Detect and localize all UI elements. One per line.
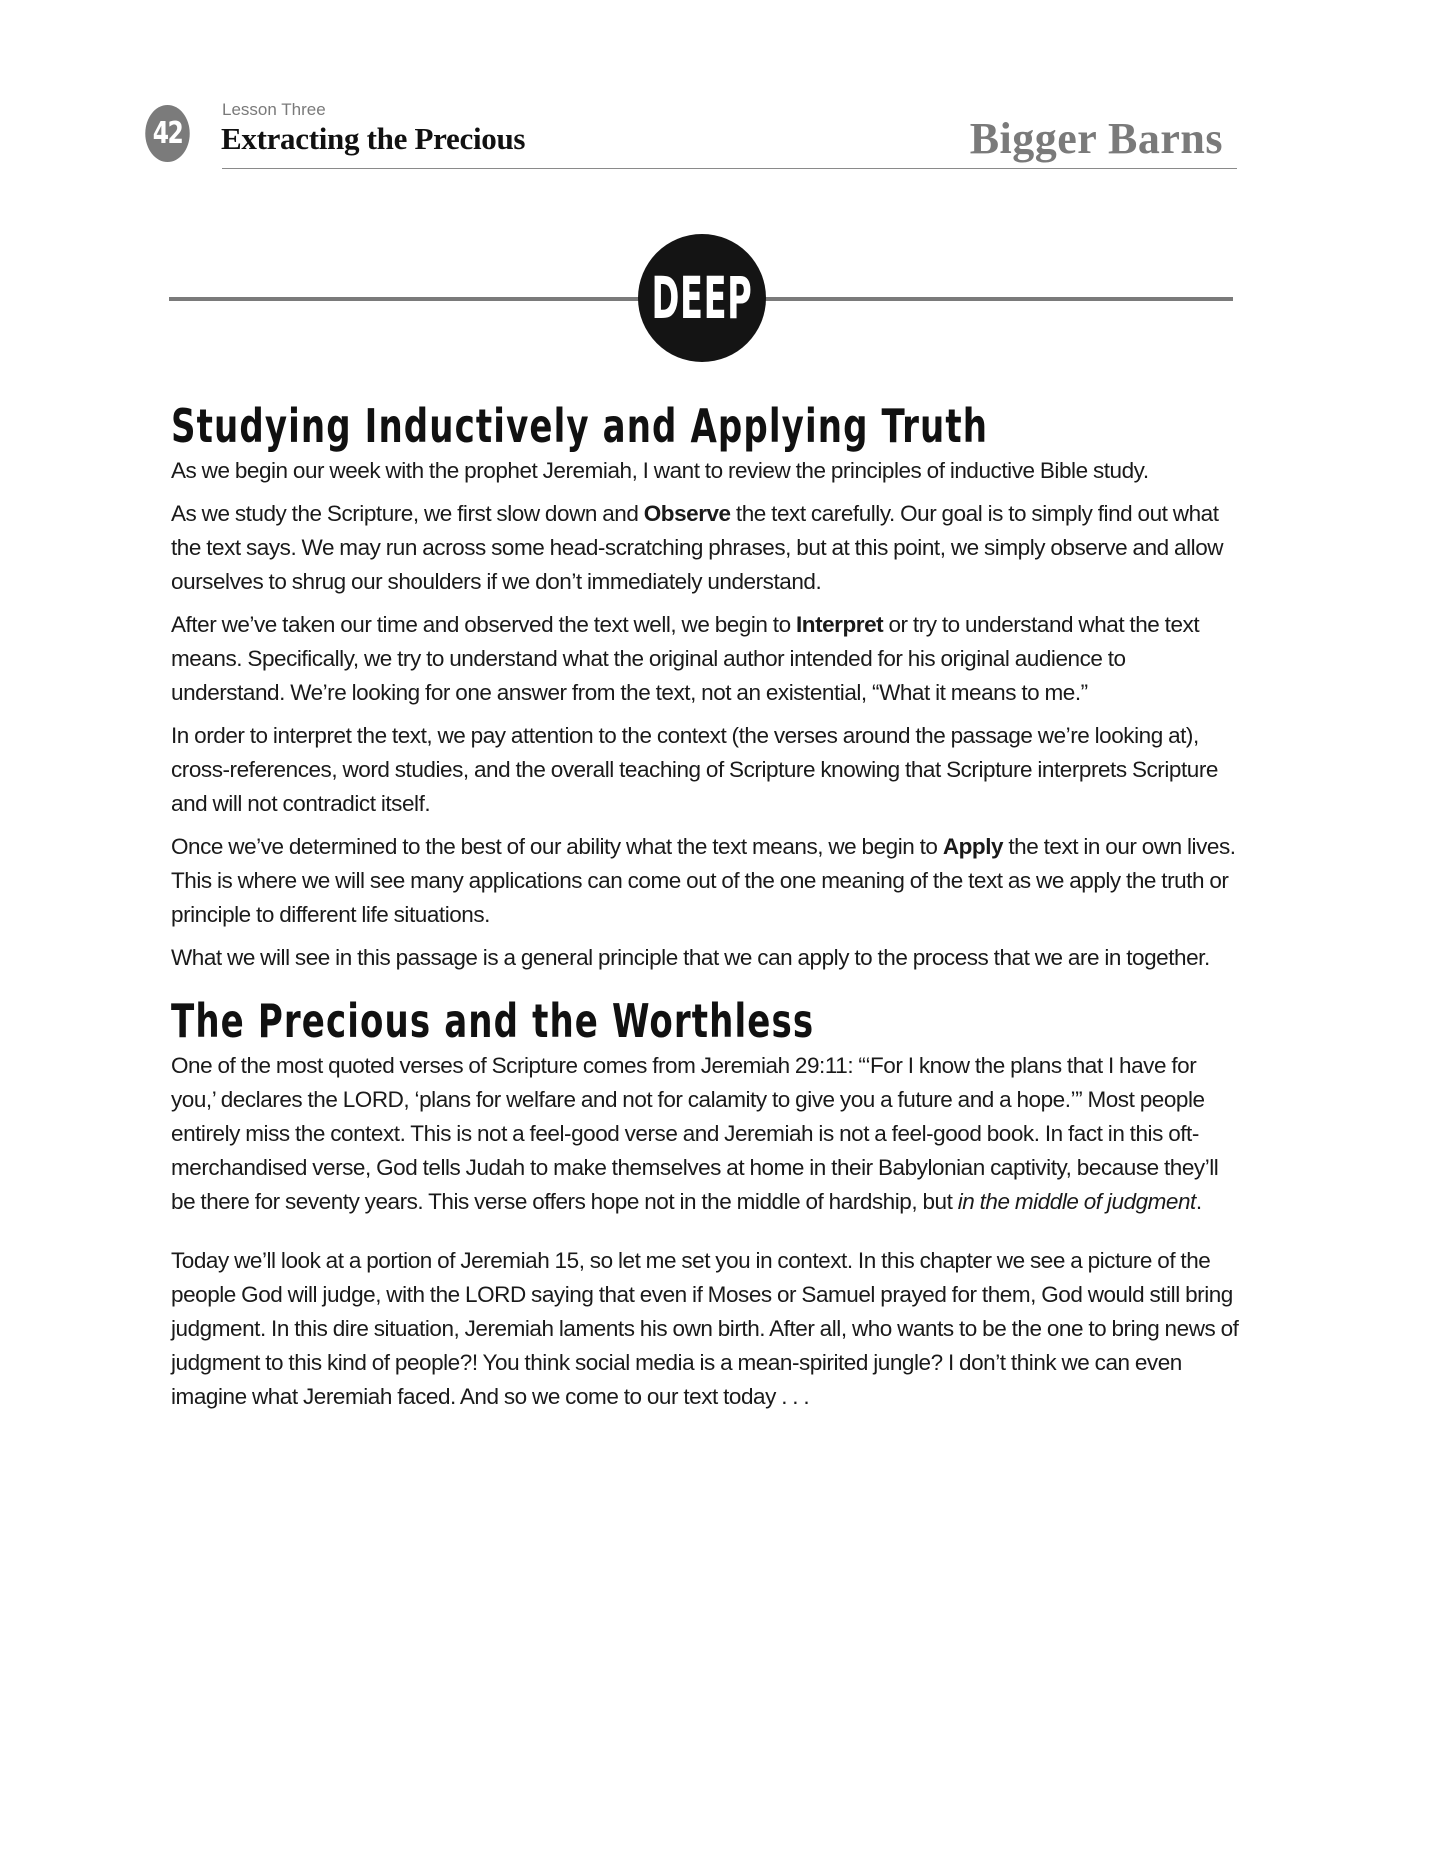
paragraph: As we begin our week with the prophet Jeremiah, I want to review the principles of inductive Bible study. <box>171 458 1149 483</box>
paragraph-text: or try to understand what the text means. Specifically, we try to understand what the original author intended for his original audience to understand. We’re looking for one answer from the text, not an existential, “What it means to me.” <box>171 612 1200 705</box>
paragraph <box>171 830 1241 932</box>
lesson-title: Extracting the Precious <box>221 121 526 156</box>
divider-line-right <box>760 297 1233 301</box>
paragraph-text: the text in our own lives. This is where we will see many applications can come out of the one meaning of the text as we apply the truth or principle to different life situations. <box>171 834 1236 927</box>
section-precious-worthless <box>171 993 1241 1414</box>
book-title: Bigger Barns <box>969 114 1223 163</box>
paragraph-text: Once we’ve determined to the best of our ability what the text means, we begin to <box>171 834 943 859</box>
section-heading: The Precious and the Worthless <box>171 994 815 1048</box>
emphasis-observe: Observe <box>643 501 731 526</box>
header-rule <box>222 168 1237 169</box>
paragraph: In order to interpret the text, we pay attention to the context (the verses around the passage we’re looking at), cross-references, word studies, and the overall teaching of Scripture knowing that Scripture interprets Scripture and will not contradict itself. <box>171 723 1218 816</box>
paragraph <box>171 497 1241 599</box>
deep-badge-label: DEEP <box>651 264 753 332</box>
lesson-label: Lesson Three <box>222 100 326 119</box>
page-number: 42 <box>152 116 183 151</box>
page-number-badge <box>145 105 189 162</box>
paragraph-text: . <box>1195 1189 1202 1214</box>
paragraph: What we will see in this passage is a general principle that we can apply to the process that we are in together. <box>171 945 1210 970</box>
paragraph-text: After we’ve taken our time and observed the text well, we begin to <box>171 612 796 637</box>
emphasis-interpret: Interpret <box>795 612 884 637</box>
deep-badge <box>638 234 766 362</box>
paragraph-text: the text carefully. Our goal is to simply find out what the text says. We may run across some head-scratching phrases, but at this point, we simply observe and allow ourselves to shrug our shoulders if we don’t immediately understand. <box>171 501 1224 594</box>
section-inductive-study <box>171 398 1241 975</box>
paragraph-text: As we study the Scripture, we first slow down and <box>171 501 644 526</box>
section-heading: Studying Inductively and Applying Truth <box>171 399 989 453</box>
main-content <box>171 398 1241 1423</box>
paragraph-text: One of the most quoted verses of Scripture comes from Jeremiah 29:11: “‘For I know the plans that I have for you,’ declares the LORD, ‘plans for welfare and not for calamity to give you a future and a hope.’” Most people entirely miss the context. This is not a feel-good verse and Jeremiah is not a feel-good book. In fact in this oft-merchandised verse, God tells Judah to make themselves at home in their Babylonian captivity, because they’ll be there for seventy years. This verse offers hope not in the middle of hardship, but <box>171 1053 1219 1214</box>
paragraph: Today we’ll look at a portion of Jeremiah 15, so let me set you in context. In this chapter we see a picture of the people God will judge, with the LORD saying that even if Moses or Samuel prayed for them, God would still bring judgment. In this dire situation, Jeremiah laments his own birth. After all, who wants to be the one to bring news of judgment to this kind of people?! You think social media is a mean-spirited jungle? I don’t think we can even imagine what Jeremiah faced. And so we come to our text today . . . <box>171 1248 1239 1409</box>
paragraph <box>171 608 1241 710</box>
paragraph <box>171 1049 1241 1219</box>
emphasis-apply: Apply <box>942 834 1004 859</box>
divider-line-left <box>169 297 649 301</box>
emphasis-judgment: in the middle of judgment <box>957 1189 1196 1214</box>
